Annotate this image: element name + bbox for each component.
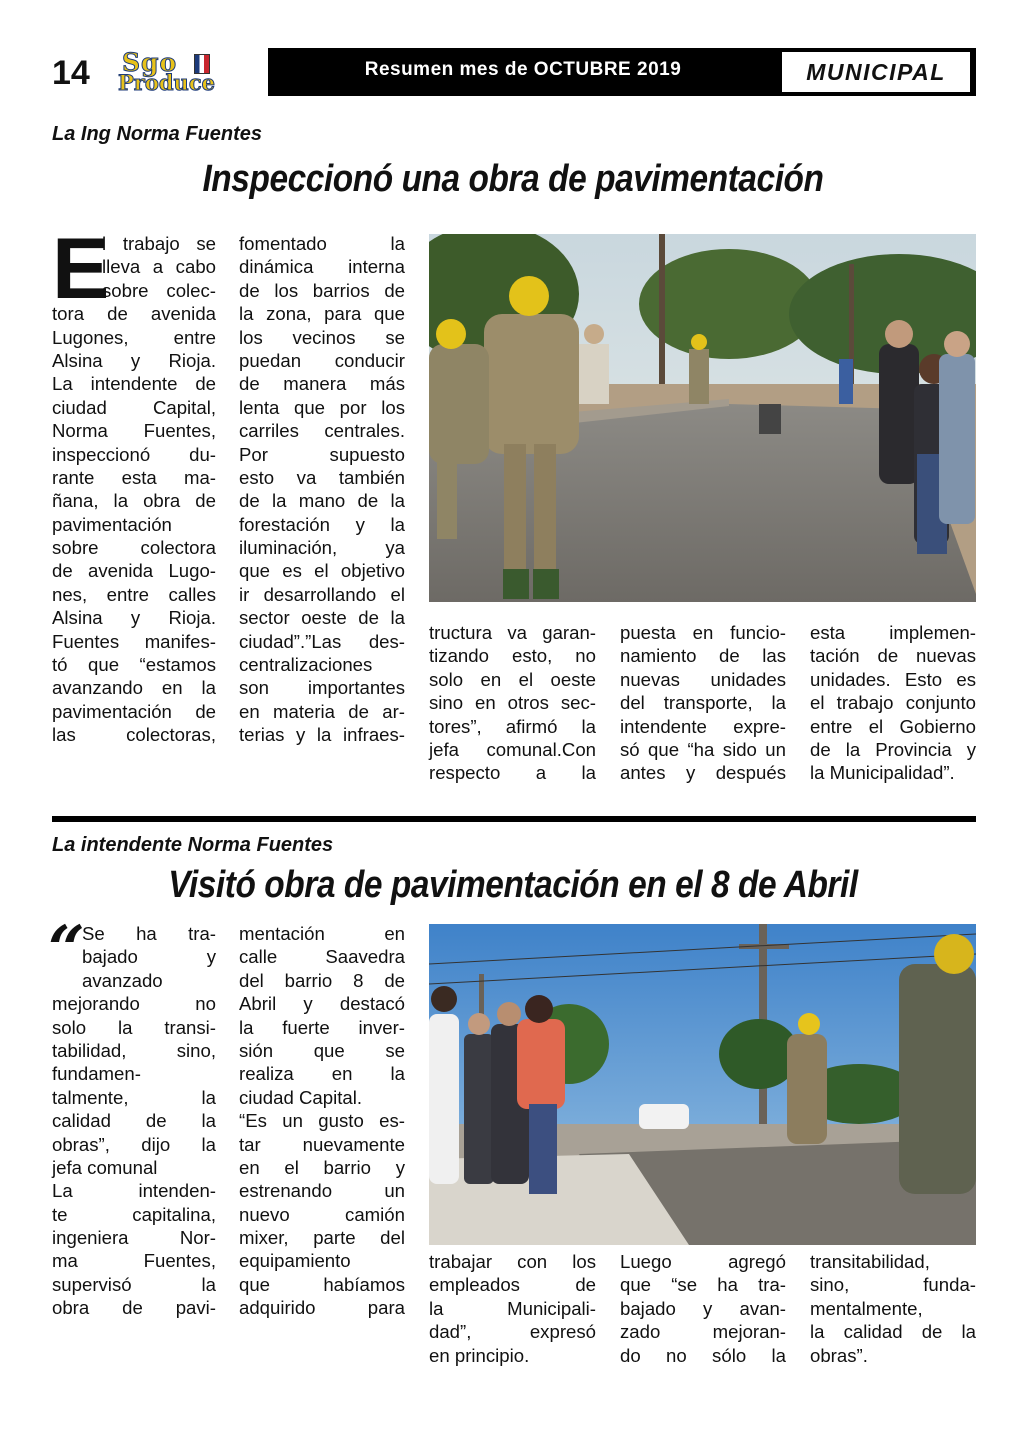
article2-column-5 (810, 1250, 976, 1367)
logo-text-sgo: Sgo (122, 48, 178, 77)
quote-mark: “ (48, 912, 85, 987)
text-line: tora de avenida (52, 303, 216, 325)
article2-column-4 (620, 1250, 786, 1367)
text-line: intendente expre- (620, 715, 786, 737)
text-line: equipamiento (239, 1250, 351, 1272)
text-line: dinámica interna (239, 256, 405, 278)
paving-site-photo-2 (429, 924, 976, 1245)
article1-column-4 (620, 621, 786, 785)
text-line: namiento de las (620, 645, 786, 667)
text-line: las colectoras, (52, 724, 216, 746)
text-line: de la Provincia y (810, 738, 976, 760)
text-line: pavimentación de (52, 700, 216, 722)
text-line: talmente, la (52, 1086, 216, 1108)
article1-column-3 (429, 621, 596, 785)
text-line: de la mano de la (239, 490, 405, 512)
text-line: Luego agregó (620, 1251, 786, 1272)
text-line: fomentado la (239, 233, 405, 254)
text-line: Alsina y Rioja. (52, 349, 216, 371)
text-line: La intenden- (52, 1180, 216, 1202)
text-line: tar nuevamente (239, 1133, 405, 1155)
text-line: l trabajo se (102, 233, 216, 254)
text-line: mentación en (239, 923, 405, 944)
text-line: que es el objetivo (239, 560, 405, 582)
text-line: Norma Fuentes, (52, 420, 216, 442)
text-line: nuevas unidades (620, 668, 786, 690)
text-line: ir desarrollando el (239, 583, 405, 605)
text-line: Por supuesto (239, 443, 405, 465)
text-line: sino, funda- (810, 1274, 976, 1296)
text-line: Se ha tra- (82, 923, 216, 944)
text-line: son importantes (239, 677, 405, 699)
text-line: el trabajo conjunto (810, 692, 976, 714)
text-line: do no sólo la (620, 1344, 786, 1366)
text-line: de avenida Lugo- (52, 560, 216, 582)
text-line: ñana, la obra de (52, 490, 216, 512)
text-line: la calidad de la (810, 1321, 976, 1343)
article1-column-1 (52, 232, 216, 747)
section-label: MUNICIPAL (806, 59, 946, 85)
text-line: estrenando un (239, 1180, 405, 1202)
text-line: realiza en la (239, 1063, 405, 1085)
article2-column-3 (429, 1250, 596, 1367)
text-line: la zona, para que (239, 303, 405, 325)
text-line: ciudad”.”Las des- (239, 630, 405, 652)
text-line: ciudad Capital, (52, 396, 216, 418)
text-line: só que “ha sido un (620, 738, 786, 760)
text-line: carriles centrales. (239, 420, 405, 442)
article2-column-1 (52, 922, 216, 1320)
text-line: puesta en funcio- (620, 622, 786, 643)
text-line: transitabilidad, (810, 1251, 930, 1272)
text-line: obra de pavi- (52, 1297, 216, 1319)
text-line: tructura va garan- (429, 622, 596, 643)
article2-headline: Visitó obra de pavimentación en el 8 de Abril (168, 864, 858, 906)
text-line: lenta que por los (239, 396, 405, 418)
text-line: mixer, parte del (239, 1227, 405, 1249)
text-line: puedan conducir (239, 349, 405, 371)
article2-column-2 (239, 922, 405, 1320)
text-line: calidad de la (52, 1110, 216, 1132)
text-line: “Es un gusto es- (239, 1110, 405, 1132)
page-number: 14 (52, 54, 90, 92)
text-line: esta implemen- (810, 622, 976, 643)
text-line: dad”, expresó (429, 1321, 596, 1343)
text-line: pavimentación (52, 513, 172, 535)
section-divider (52, 816, 976, 822)
text-line: entre el Gobierno (810, 715, 976, 737)
text-line: empleados de (429, 1274, 596, 1296)
text-line: Abril y destacó (239, 993, 405, 1015)
text-line: del transporte, la (620, 692, 786, 714)
text-line: unidades. Esto es (810, 668, 976, 690)
text-line: sobre colec- (102, 279, 216, 301)
text-line: que habíamos (239, 1273, 405, 1295)
text-line: nuevo camión (239, 1203, 405, 1225)
text-line: los vecinos se (239, 326, 405, 348)
text-line: tabilidad, sino, (52, 1039, 216, 1061)
text-line: solo en el oeste (429, 668, 596, 690)
paving-site-photo-1 (429, 234, 976, 602)
text-line: ma Fuentes, (52, 1250, 216, 1272)
article1-photo (429, 234, 976, 602)
text-line: respecto a la (429, 762, 596, 784)
text-line: que “se ha tra- (620, 1274, 786, 1296)
text-line: la Municipali- (429, 1297, 596, 1319)
text-line: antes y después (620, 762, 786, 784)
article1-column-5 (810, 621, 976, 785)
article2-kicker: La intendente Norma Fuentes (52, 834, 334, 856)
text-line: zado mejoran- (620, 1321, 786, 1343)
text-line: Fuentes manifes- (52, 630, 216, 652)
issue-title: Resumen mes de OCTUBRE 2019 (364, 59, 682, 80)
text-line: adquirido para (239, 1297, 405, 1319)
logo-text-produce: Produce (118, 70, 215, 95)
text-line: sobre colectora (52, 537, 216, 559)
text-line: jefa comunal (52, 1156, 158, 1178)
text-line: obras”, dijo la (52, 1133, 216, 1155)
text-line: mentalmente, (810, 1297, 923, 1319)
text-line: en el barrio y (239, 1156, 405, 1178)
text-line: la fuerte inver- (239, 1016, 405, 1038)
text-line: tizando esto, no (429, 645, 596, 667)
text-line: de manera más (239, 373, 405, 395)
text-line: esto va también (239, 466, 405, 488)
text-line: de los barrios de (239, 279, 405, 301)
text-line: rante esta ma- (52, 466, 216, 488)
text-line: en principio. (429, 1344, 530, 1366)
text-line: forestación y la (239, 513, 405, 535)
text-line: sector oeste de la (239, 607, 405, 629)
text-line: Alsina y Rioja. (52, 607, 216, 629)
text-line: mejorando no (52, 993, 216, 1015)
text-line: Lugones, entre (52, 326, 216, 348)
text-line: tores”, afirmó la (429, 715, 596, 737)
article1-column-2 (239, 232, 405, 747)
text-line: avanzando en la (52, 677, 216, 699)
text-line: ciudad Capital. (239, 1086, 363, 1108)
text-line: te capitalina, (52, 1203, 216, 1225)
text-line: lleva a cabo (102, 256, 216, 278)
article2-photo (429, 924, 976, 1245)
text-line: fundamen- (52, 1063, 141, 1085)
text-line: obras”. (810, 1344, 868, 1366)
text-line: iluminación, ya (239, 537, 405, 559)
text-line: jefa comunal.Con (429, 738, 596, 760)
text-line: avanzado (82, 969, 163, 991)
text-line: en materia de ar- (239, 700, 405, 722)
text-line: bajado y (82, 946, 216, 968)
text-line: tación de nuevas (810, 645, 976, 667)
text-line: inspeccionó du- (52, 443, 216, 465)
text-line: trabajar con los (429, 1251, 596, 1272)
text-line: sión que se (239, 1039, 405, 1061)
publication-logo (114, 48, 262, 96)
text-line: nes, entre calles (52, 583, 216, 605)
text-line: sino en otros sec- (429, 692, 596, 714)
text-line: la Municipalidad”. (810, 762, 955, 784)
text-line: tó que “estamos (52, 654, 216, 676)
text-line: calle Saavedra (239, 946, 405, 968)
text-line: solo la transi- (52, 1016, 216, 1038)
article1-headline: Inspeccionó una obra de pavimentación (202, 158, 824, 200)
text-line: terias y la infraes- (239, 724, 405, 746)
text-line: supervisó la (52, 1273, 216, 1295)
drop-cap: E (52, 221, 110, 317)
text-line: bajado y avan- (620, 1297, 786, 1319)
text-line: ingeniera Nor- (52, 1227, 216, 1249)
article1-kicker: La Ing Norma Fuentes (52, 123, 263, 145)
text-line: La intendente de (52, 373, 216, 395)
text-line: del barrio 8 de (239, 969, 405, 991)
text-line: centralizaciones (239, 654, 373, 676)
